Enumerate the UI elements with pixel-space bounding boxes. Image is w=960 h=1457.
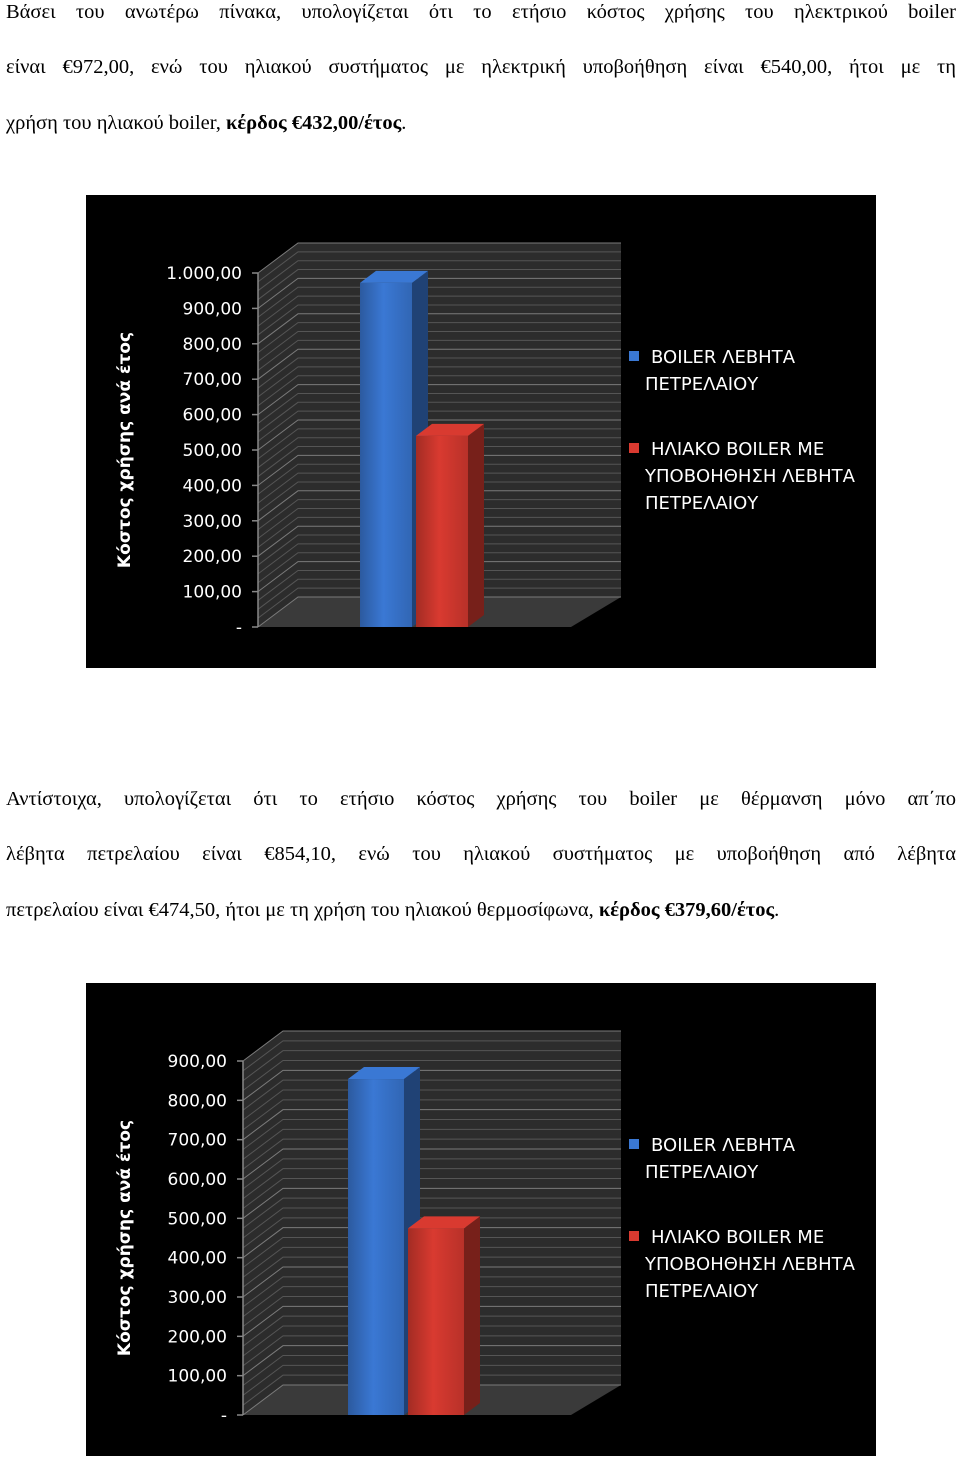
legend-label: ΗΛΙΑΚΟ BOILER ΜΕ — [651, 439, 825, 460]
paragraph-1-line-3 — [6, 112, 406, 135]
chart-y-tick-label: 200,00 — [167, 1327, 227, 1348]
chart-y-tick-label: 400,00 — [167, 1248, 227, 1269]
paragraph-1-profit: κέρδος €432,00/έτος — [226, 112, 402, 134]
legend-label: ΗΛΙΑΚΟ BOILER ΜΕ — [651, 1227, 825, 1248]
chart-y-tick-label: 400,00 — [182, 476, 242, 497]
chart-y-tick-label: 600,00 — [167, 1170, 227, 1190]
legend-label: ΠΕΤΡΕΛΑΙΟΥ — [645, 374, 759, 395]
chart-y-tick-label: 300,00 — [167, 1288, 227, 1308]
paragraph-1-line-3-text: χρήση του ηλιακού boiler, — [6, 112, 227, 134]
bar-2 — [416, 424, 484, 627]
paragraph-2-line-1: Αντίστοιχα, υπολογίζεται ότι το ετήσιο κόστος χρήσης του boiler με θέρμανση μόνο απ΄πο — [6, 788, 956, 810]
chart-y-tick-label: 600,00 — [182, 405, 242, 426]
chart-y-tick-label: 100,00 — [182, 582, 242, 603]
chart-y-tick-label: 900,00 — [167, 1052, 227, 1072]
legend-label: BOILER ΛΕΒΗΤΑ — [651, 1135, 796, 1156]
chart-1 — [86, 195, 876, 668]
legend-marker — [629, 443, 639, 453]
chart-y-tick-label: 500,00 — [167, 1209, 227, 1230]
legend-label: ΠΕΤΡΕΛΑΙΟΥ — [645, 1162, 759, 1183]
legend-marker — [629, 351, 639, 361]
legend-label: ΥΠΟΒΟΗΘΗΣΗ ΛΕΒΗΤΑ — [645, 466, 855, 487]
bar-front — [348, 1079, 404, 1415]
chart-y-tick-label: - — [220, 1406, 227, 1426]
legend-marker — [629, 1139, 639, 1149]
legend-label: BOILER ΛΕΒΗΤΑ — [651, 347, 796, 368]
chart-y-tick-label: 800,00 — [182, 334, 242, 355]
chart-2 — [86, 983, 876, 1456]
legend-label: ΥΠΟΒΟΗΘΗΣΗ ΛΕΒΗΤΑ — [645, 1254, 855, 1275]
legend-marker — [629, 1231, 639, 1241]
bar-2 — [408, 1216, 480, 1415]
paragraph-1-line-2: είναι €972,00, ενώ του ηλιακού συστήματος με ηλεκτρική υποβοήθηση είναι €540,00, ήτοι με τη — [6, 56, 956, 78]
chart-y-tick-label: 700,00 — [182, 370, 242, 391]
bar-front — [416, 436, 468, 627]
chart-y-tick-label: 700,00 — [167, 1130, 227, 1151]
bar-front — [360, 283, 412, 627]
legend-label: ΠΕΤΡΕΛΑΙΟΥ — [645, 493, 759, 514]
paragraph-2-line-3-text: πετρελαίου είναι €474,50, ήτοι με τη χρήση του ηλιακού θερμοσίφωνα, — [6, 899, 599, 921]
bar-side — [464, 1216, 480, 1415]
paragraph-2-profit: κέρδος €379,60/έτος — [598, 899, 775, 921]
chart-2-svg — [86, 983, 876, 1456]
chart-y-tick-label: 500,00 — [182, 441, 242, 461]
legend-label: ΠΕΤΡΕΛΑΙΟΥ — [645, 1281, 759, 1302]
chart-y-tick-label: 100,00 — [167, 1366, 227, 1387]
chart-y-tick-label: 300,00 — [182, 511, 242, 532]
chart-y-tick-label: 200,00 — [182, 547, 242, 568]
bar-side — [468, 424, 484, 627]
paragraph-2-line-2: λέβητα πετρελαίου είναι €854,10, ενώ του ηλιακού συστήματος με υποβοήθηση από λέβητα — [6, 843, 956, 865]
chart-y-axis-label: Κόστος χρήσης ανά έτος — [115, 1119, 135, 1357]
bar-front — [408, 1228, 464, 1415]
chart-y-tick-label: 1.000,00 — [166, 264, 242, 284]
chart-y-tick-label: - — [235, 618, 242, 638]
chart-y-axis-label: Κόστος χρήσης ανά έτος — [115, 331, 135, 569]
chart-y-tick-label: 900,00 — [182, 299, 242, 320]
paragraph-2-line-3 — [6, 899, 779, 922]
paragraph-1-line-3-end: . — [401, 112, 407, 134]
paragraph-1-line-1: Βάσει του ανωτέρω πίνακα, υπολογίζεται ότι το ετήσιο κόστος χρήσης του ηλεκτρικού boiler — [6, 1, 956, 23]
chart-1-svg — [86, 195, 876, 668]
chart-y-tick-label: 800,00 — [167, 1091, 227, 1112]
paragraph-2-line-3-end: . — [774, 899, 780, 921]
